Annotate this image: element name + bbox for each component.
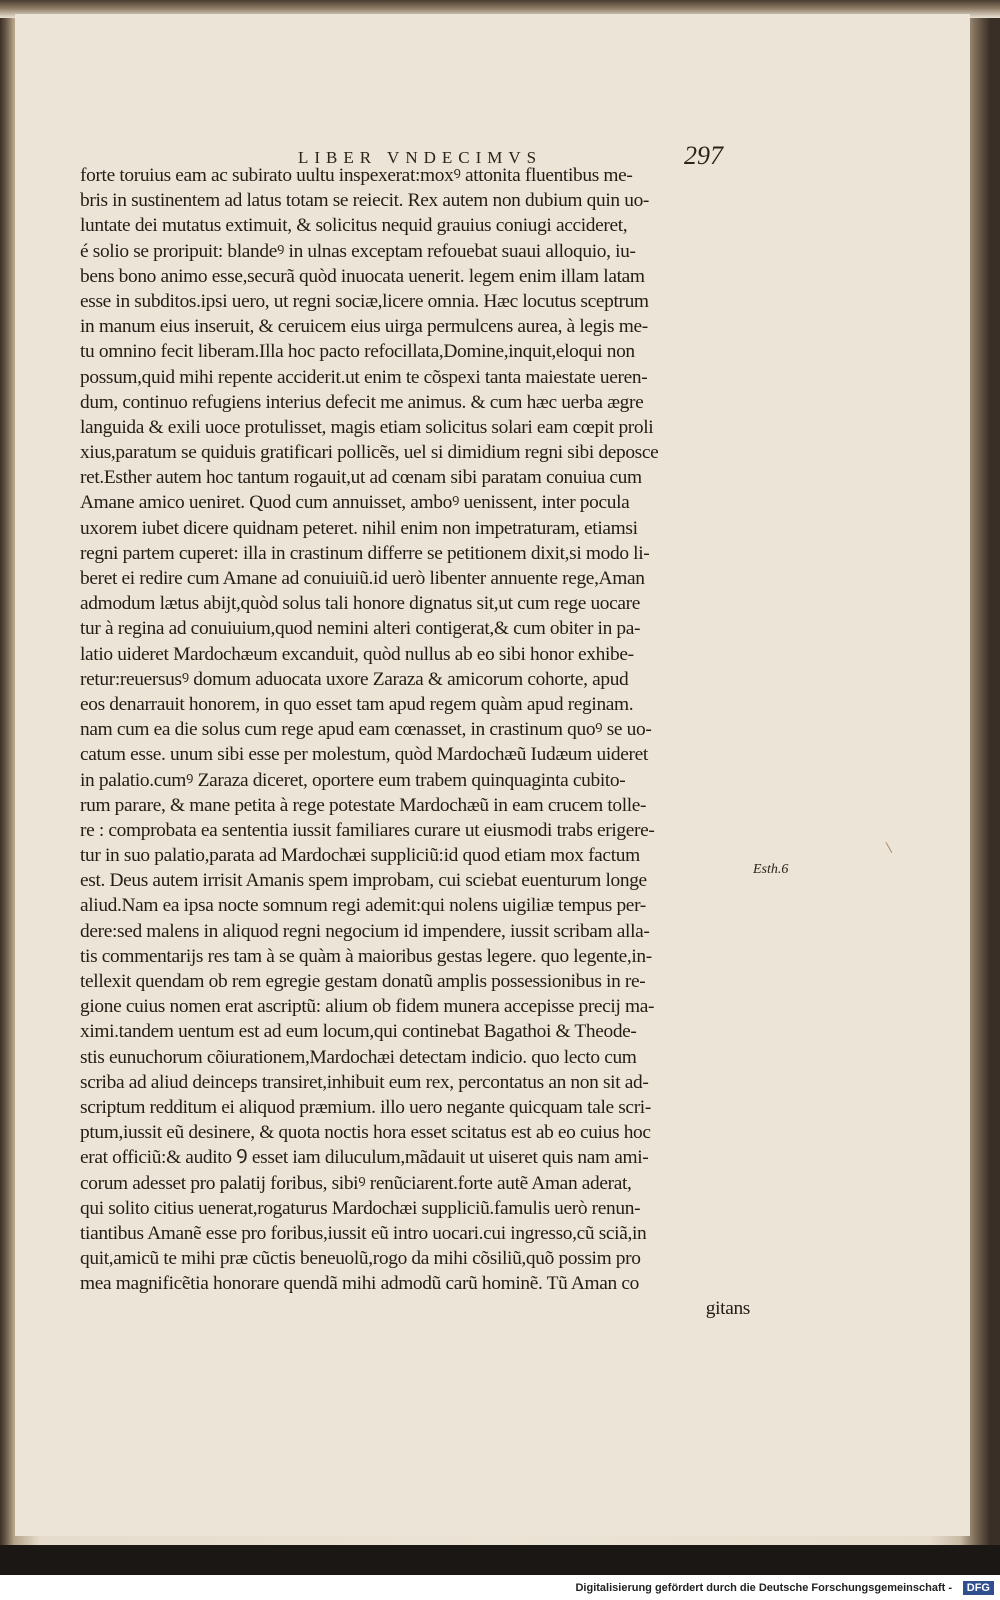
text-line: regni partem cuperet: illa in crastinum differre se petitionem dixit,si modo li- — [80, 542, 650, 564]
text-line: in manum eius inseruit, & ceruicem eius uirga permulcens aurea, à legis me- — [80, 316, 648, 338]
text-line: aliud.Nam ea ipsa nocte somnum regi ademit:qui nolens uigiliæ tempus per- — [80, 895, 646, 917]
text-line: bris in sustinentem ad latus totam se reiecit. Rex autem non dubium quin uo- — [80, 190, 650, 212]
text-line: tu omnino fecit liberam.Illa hoc pacto refocillata,Domine,inquit,eloqui non — [80, 341, 635, 363]
text-line: catum esse. unum sibi esse per molestum, quòd Mardochæũ Iudæum uideret — [80, 744, 648, 766]
funding-notice: Digitalisierung gefördert durch die Deutsche Forschungsgemeinschaft - — [575, 1582, 952, 1594]
text-line: retur:reuersusꝰ domum aduocata uxore Zaraza & amicorum cohorte, apud — [80, 668, 629, 690]
text-line: xius,paratum se quiduis gratificari pollicẽs, uel si dimidium regni sibi deposce — [80, 442, 659, 464]
text-line: re : comprobata ea sententia iussit familiares curare ut eiusmodi trabs erigere- — [80, 819, 655, 841]
text-line: scriptum redditum ei aliquod præmium. illo uero negante quicquam tale scri- — [80, 1096, 651, 1118]
catchword-line: gitans — [705, 1298, 750, 1320]
text-line: dere:sed malens in aliquod regni negocium id impendere, iussit scribam alla- — [80, 920, 650, 942]
text-line: gione cuius nomen erat ascriptũ: alium ob fidem munera accepisse precij ma- — [80, 996, 655, 1018]
text-line: tellexit quendam ob rem egregie gestam donatũ amplis possessionibus in re- — [80, 971, 646, 992]
footer-bar — [0, 1575, 1000, 1600]
text-line: esse in subditos.ipsi uero, ut regni sociæ,licere omnia. Hæc locutus sceptrum — [80, 290, 649, 312]
text-line: ret.Esther autem hoc tantum rogauit,ut ad cœnam sibi paratam conuiua cum — [80, 467, 642, 489]
text-line: tur in suo palatio,parata ad Mardochæi suppliciũ:id quod etiam mox factum — [80, 845, 640, 867]
text-line: nam cum ea die solus cum rege apud eam cœnasset, in crastinum quoꝰ se uo- — [80, 719, 652, 741]
text-line: est. Deus autem irrisit Amanis spem improbam, cui sciebat euenturum longe — [80, 870, 647, 892]
text-line: ximi.tandem uentum est ad eum locum,qui continebat Bagathoi & Theode- — [80, 1021, 637, 1043]
text-line: quit,amicũ te mihi præ cũctis beneuolũ,rogo da mihi cõsiliũ,quõ possim pro — [80, 1248, 641, 1270]
running-head: LIBER VNDECIMVS — [298, 148, 543, 167]
text-line: languida & exili uoce protulisset, magis etiam solicitus solari eam cœpit proli — [80, 416, 654, 438]
scan-bottom-border — [0, 1545, 1000, 1575]
text-line: mea magnificẽtia honorare quendã mihi admodũ carũ hominẽ. Tũ Aman co — [80, 1273, 639, 1295]
text-line: forte toruius eam ac subirato uultu inspexerat:moxꝰ attonita fluentibus me- — [80, 165, 633, 186]
text-line: latio uideret Mardochæum excanduit, quòd nullus ab eo sibi honor exhibe- — [80, 643, 634, 665]
text-line: Amane amico ueniret. Quod cum annuisset, amboꝰ uenissent, inter pocula — [80, 492, 630, 514]
text-line: stis eunuchorum cõiurationem,Mardochæi detectam indicio. quo lecto cum — [80, 1046, 637, 1068]
dfg-logo[interactable]: DFG — [963, 1581, 994, 1595]
text-line: bens bono animo esse,securã quòd inuocata uenerit. legem enim illam latam — [80, 265, 645, 287]
text-line: admodum lætus abijt,quòd solus tali honore dignatus sit,ut cum rege uocare — [80, 593, 641, 615]
text-line: tur à regina ad conuiuium,quod nemini alteri contigerat,& cum obiter in pa- — [80, 618, 641, 640]
text-line: beret ei redire cum Amane ad conuiuiũ.id uerò libenter annuente rege,Aman — [80, 568, 645, 589]
text-line: uxorem iubet dicere quidnam peteret. nihil enim non impetraturam, etiamsi — [80, 517, 638, 539]
text-line: possum,quid mihi repente acciderit.ut enim te cõspexi tanta maiestate ueren- — [80, 366, 648, 388]
text-line: corum adesset pro palatij foribus, sibiꝰ renũciarent.forte autẽ Aman aderat, — [80, 1172, 632, 1194]
body-text — [80, 163, 750, 1322]
text-line: rum parare, & mane petita à rege potestate Mardochæũ in eam crucem tolle- — [80, 794, 647, 816]
text-line: qui solito citius uenerat,rogaturus Mardochæi suppliciũ.famulis uerò renun- — [80, 1197, 641, 1219]
text-line: é solio se proripuit: blandeꝰ in ulnas exceptam refouebat suaui alloquio, iu- — [80, 240, 636, 262]
text-line: scriba ad aliud deinceps transiret,inhibuit eum rex, percontatus an non sit ad- — [80, 1071, 649, 1093]
marginal-note: Esth.6 — [753, 862, 789, 877]
text-line: erat officiũ:& audito Ꝯ esset iam diluculum,mãdauit ut uiseret quis nam ami- — [80, 1147, 649, 1169]
text-line: tiantibus Amanẽ esse pro foribus,iussit eũ intro uocari.cui ingresso,cũ sciã,in — [80, 1222, 647, 1244]
text-line: eos denarrauit honorem, in quo esset tam apud regem quàm apud reginam. — [80, 693, 634, 715]
text-line: dum, continuo refugiens interius defecit me animus. & cum hæc uerba ægre — [80, 391, 644, 413]
page-number: 297 — [684, 141, 723, 170]
text-line: ptum,iussit eũ desinere, & quota noctis hora esset scitatus est ab eo cuius hoc — [80, 1122, 651, 1144]
text-line: in palatio.cumꝰ Zaraza diceret, oportere eum trabem quinquaginta cubito- — [80, 769, 626, 791]
text-line: tis commentarijs res tam à se quàm à maioribus gestas legere. quo legente,in- — [80, 945, 652, 967]
text-line: luntate dei mutatus extimuit, & solicitus nequid grauius coniugi accideret, — [80, 215, 628, 237]
